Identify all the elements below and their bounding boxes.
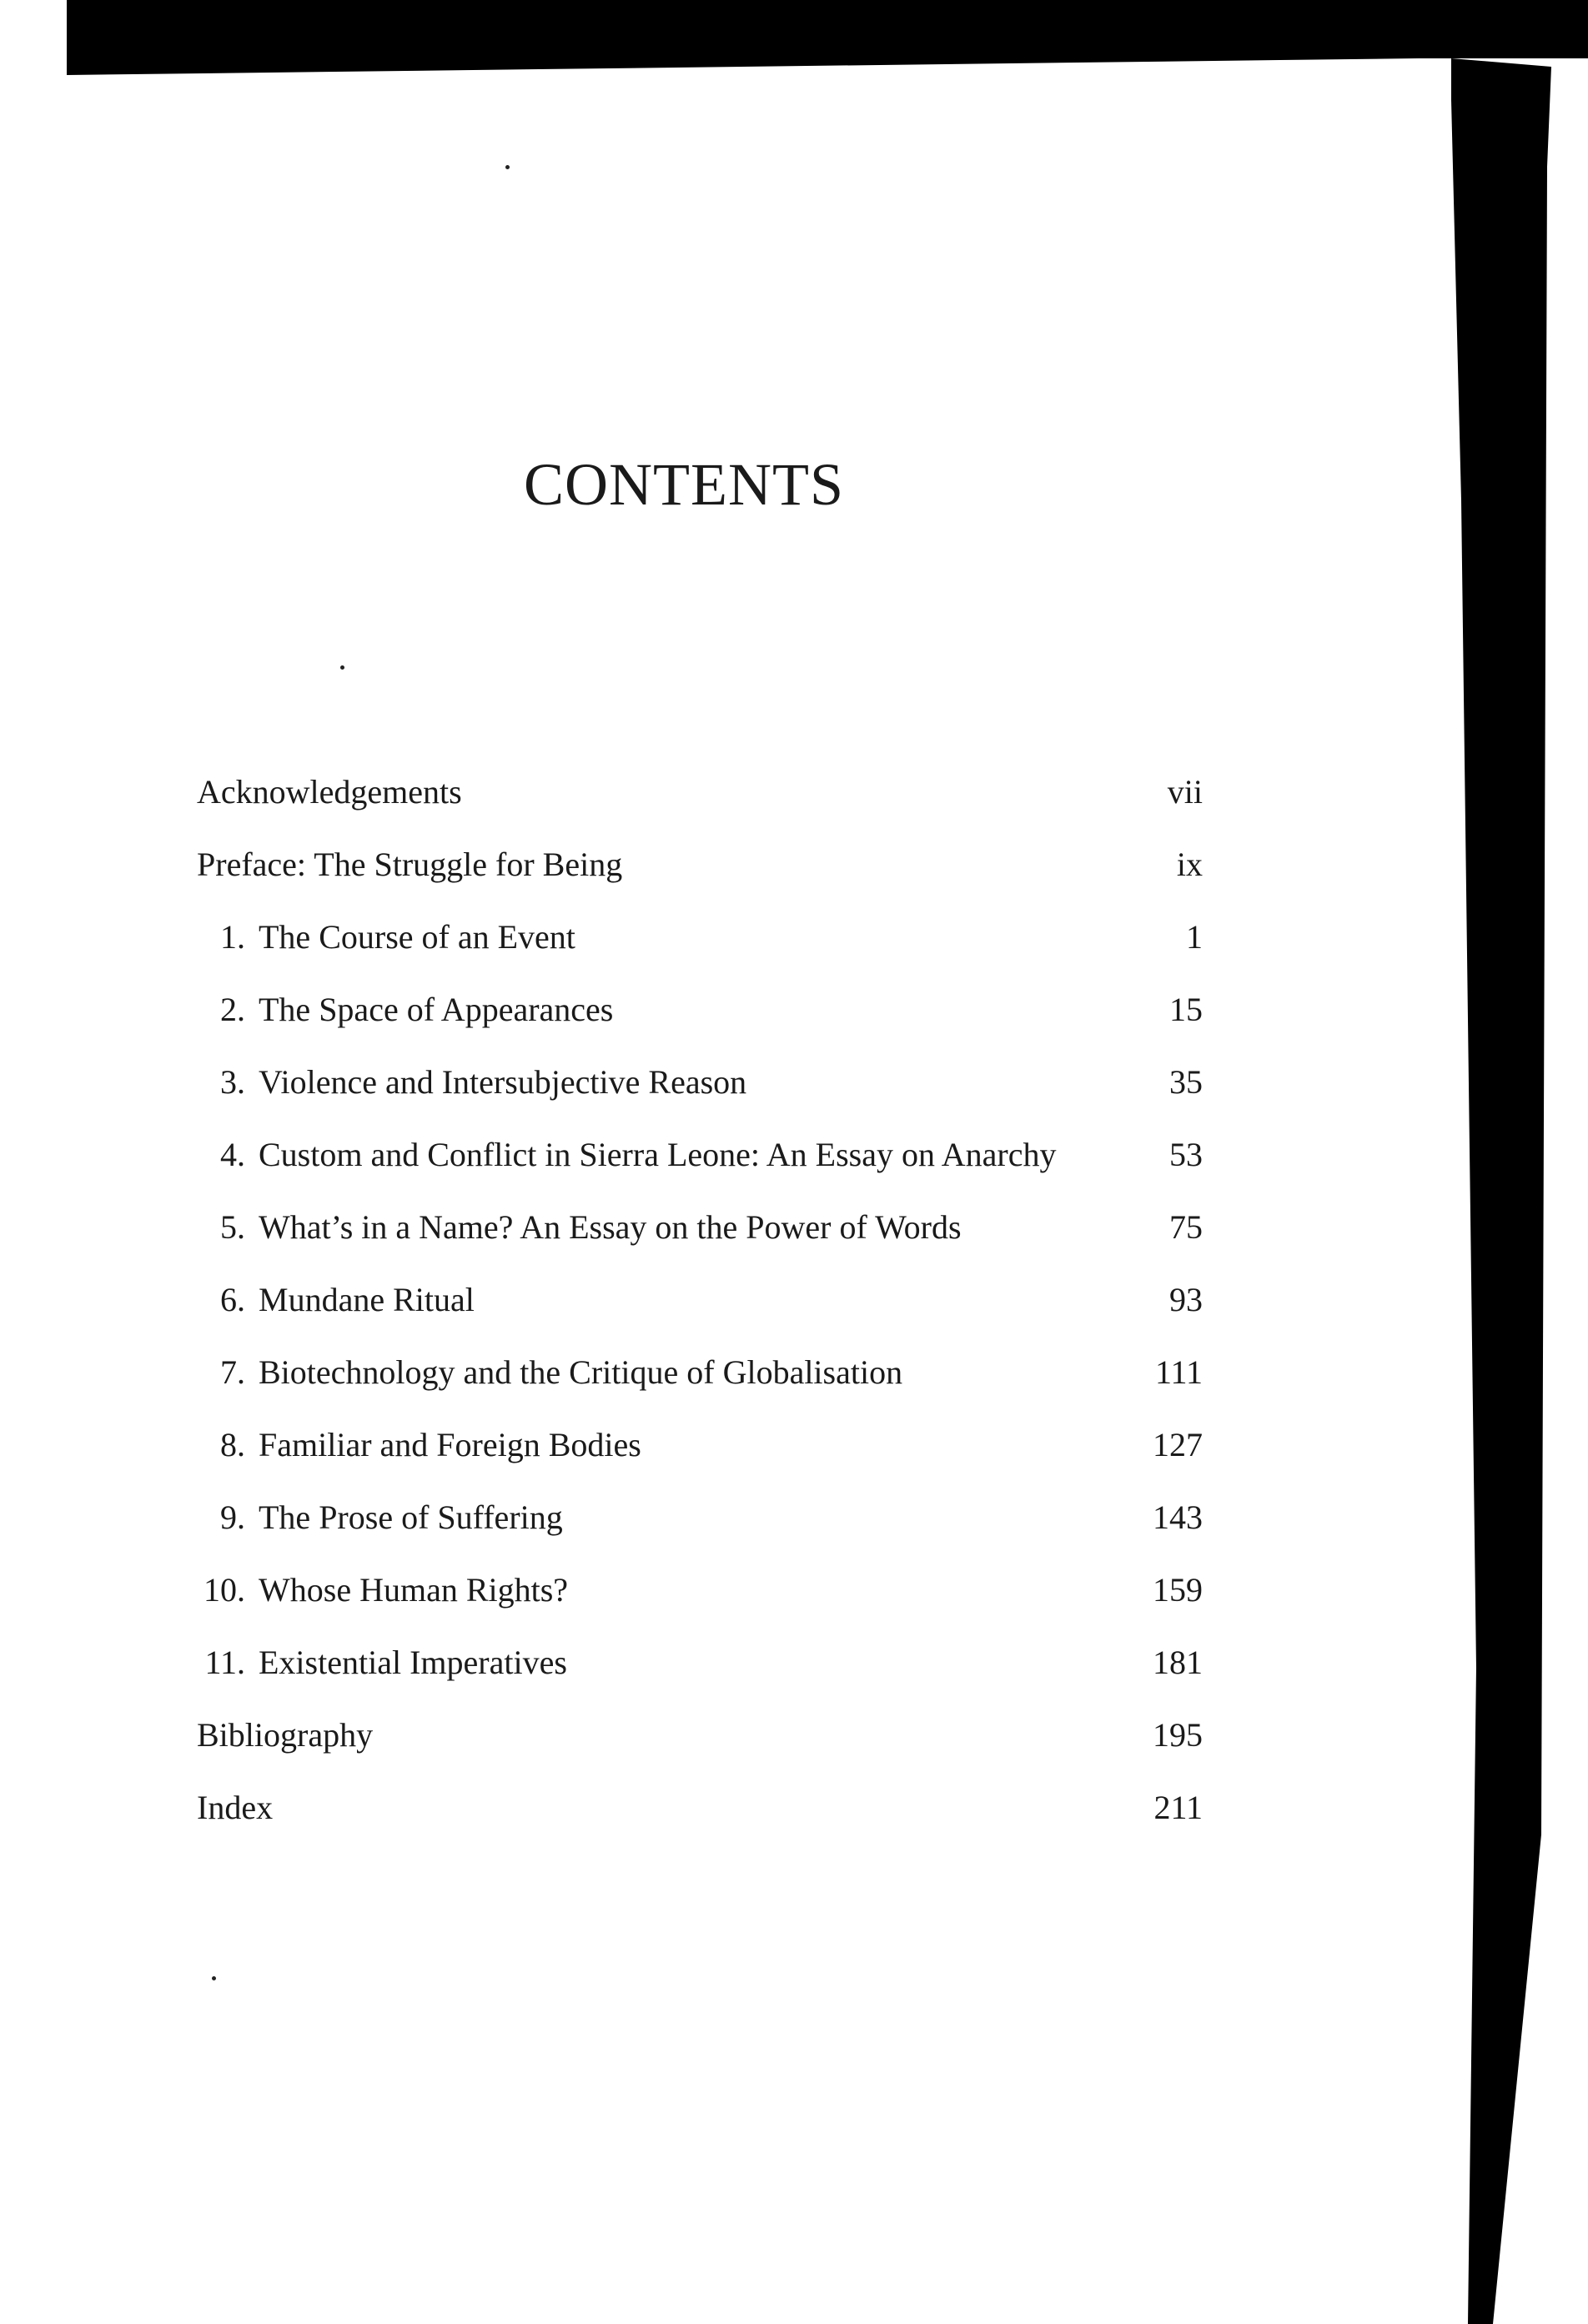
toc-entry-number: 1. (220, 918, 245, 956)
toc-entry-page-number: 211 (1153, 1789, 1203, 1826)
toc-entry (197, 1202, 962, 1252)
toc-entry-title: Violence and Intersubjective Reason (259, 1063, 747, 1101)
toc-entry-title: Biotechnology and the Critique of Globalisation (259, 1353, 903, 1391)
toc-entry-page-number: vii (1167, 773, 1203, 811)
toc-entry-title: Bibliography (197, 1716, 374, 1754)
toc-entry-number: 4. (220, 1136, 245, 1173)
toc-entry-page-number: 53 (1169, 1136, 1203, 1173)
toc-entry (197, 1420, 641, 1470)
toc-entry-page-number: 75 (1169, 1208, 1203, 1246)
toc-entry-title: Custom and Conflict in Sierra Leone: An Essay on Anarchy (259, 1136, 1057, 1173)
toc-entry-title: The Space of Appearances (259, 991, 614, 1028)
toc-entry-page-number: 143 (1153, 1498, 1203, 1536)
toc-entry (197, 1057, 746, 1107)
toc-entry-page-number: 1 (1186, 918, 1203, 956)
toc-entry (197, 840, 622, 890)
toc-entry (197, 1710, 373, 1760)
toc-entry-number: 5. (220, 1208, 245, 1246)
toc-entry (197, 985, 613, 1035)
toc-entry (197, 1565, 568, 1615)
toc-entry-title: Whose Human Rights? (259, 1571, 569, 1609)
toc-entry (197, 1783, 273, 1833)
toc-entry (197, 1130, 1057, 1180)
toc-entry-number: 10. (204, 1571, 245, 1609)
page-title: CONTENTS (524, 451, 844, 518)
toc-entry-number: 7. (220, 1353, 245, 1391)
toc-entry (197, 912, 575, 962)
toc-entry-number: 8. (220, 1426, 245, 1463)
toc-entry-page-number: ix (1176, 846, 1203, 883)
toc-entry-title: Mundane Ritual (259, 1281, 475, 1318)
toc-entry-page-number: 127 (1153, 1426, 1203, 1463)
toc-entry-title: Familiar and Foreign Bodies (259, 1426, 641, 1463)
toc-entry-page-number: 159 (1153, 1571, 1203, 1609)
toc-entry-number: 2. (220, 991, 245, 1028)
toc-entry-title: The Course of an Event (259, 918, 575, 956)
toc-entry (197, 1348, 902, 1398)
toc-entry (197, 1493, 563, 1543)
toc-entry (197, 1275, 475, 1325)
toc-entry-title: Existential Imperatives (259, 1644, 567, 1681)
toc-entry-page-number: 93 (1169, 1281, 1203, 1318)
toc-entry-title: Index (197, 1789, 274, 1826)
toc-entry-page-number: 181 (1153, 1644, 1203, 1681)
toc-entry-number: 6. (220, 1281, 245, 1318)
toc-entry-title: Preface: The Struggle for Being (197, 846, 623, 883)
toc-entry-page-number: 111 (1154, 1353, 1203, 1391)
toc-entry-number: 11. (204, 1644, 245, 1681)
toc-entry (197, 767, 462, 817)
toc-entry-title: What’s in a Name? An Essay on the Power of Words (259, 1208, 962, 1246)
toc-entry-number: 3. (220, 1063, 245, 1101)
toc-entry (197, 1638, 567, 1688)
toc-entry-title: The Prose of Suffering (259, 1498, 563, 1536)
toc-entry-page-number: 35 (1169, 1063, 1203, 1101)
toc-entry-number: 9. (220, 1498, 245, 1536)
toc-entry-page-number: 195 (1153, 1716, 1203, 1754)
toc-entry-page-number: 15 (1169, 991, 1203, 1028)
toc-entry-title: Acknowledgements (197, 773, 462, 811)
